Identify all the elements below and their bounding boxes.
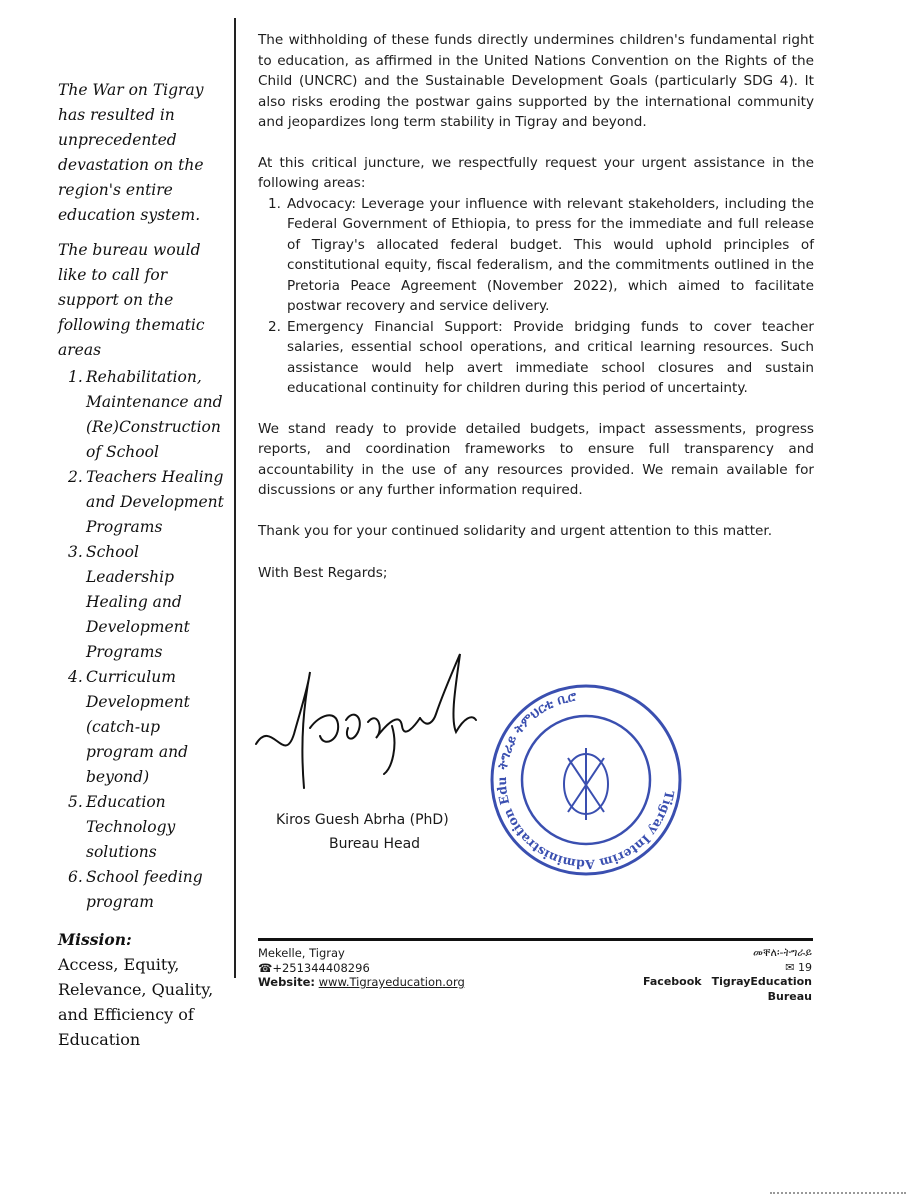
footer-divider [258,938,813,941]
list-item: 4. Curriculum Development (catch-up program and beyond) [68,668,190,786]
letter-paragraph: The withholding of these funds directly undermines children's fundamental right to education, as affirmed in the United Nations Convention on the Rights of the Child (UNCRC) and the Sustainable Development Goals (particularly SDG 4). It also risks eroding the postwar gains supported by the international community and jeopardizes long term stability in Tigray and beyond. [258,32,814,130]
website-label: Website: [258,975,315,989]
letter-paragraph: Thank you for your continued solidarity and urgent attention to this matter. [258,522,773,539]
footer-city: Mekelle, Tigray [258,946,345,960]
footer-phone: ☎+251344408296 [258,960,370,975]
footer-amharic-city: መቐለ፡-ትግራይ [753,946,812,959]
letter-closing: With Best Regards; [258,565,388,581]
list-item: 5. Education Technology solutions [68,793,176,861]
mission-title: Mission: [58,930,132,949]
requests-list [258,194,814,399]
letter-paragraph: At this critical juncture, we respectfully request your urgent assistance in the following areas: [258,154,814,191]
signature-image [250,648,480,798]
mission-block [58,927,226,1052]
list-item: 1. Rehabilitation, Maintenance and (Re)Construction of School [68,368,223,461]
footer-social [600,975,812,1004]
official-stamp [486,680,686,884]
svg-text:Tigray Interim Administration: Tigray Interim Administration Edu [493,776,678,873]
footer-contact [258,946,465,990]
signer-name: Kiros Guesh Abrha (PhD) [276,812,449,828]
thematic-areas-list [58,365,226,915]
stamp-seal-icon [486,680,686,880]
footer-contact-right [600,946,812,1004]
list-item: 2. Teachers Healing and Development Programs [68,468,224,536]
sidebar-call: The bureau would like to call for support on the following thematic areas [58,241,205,359]
list-item: 2. Emergency Financial Support: Provide bridging funds to cover teacher salaries, essential school operations, and critical learning resources. Such assistance would help avert immediate school closures and sustain educational continuity for children during this period of uncertainty. [268,318,814,396]
website-link[interactable]: www.Tigrayeducation.org [318,975,465,989]
facebook-page-link[interactable]: TigrayEducation Bureau [711,975,812,1003]
signer-title: Bureau Head [329,836,421,852]
page-edge-dots [770,1192,906,1194]
sidebar [58,78,226,1052]
list-item: 3. School Leadership Healing and Development Programs [68,543,190,661]
footer-pobox: ✉ 19 [785,960,812,974]
svg-text:ትግራይ ትምህርቲ ቢሮ: ትግራይ ትምህርቲ ቢሮ [495,689,578,771]
mission-text: Access, Equity, Relevance, Quality, and Efficiency of Education [58,955,214,1049]
facebook-label: Facebook [643,975,702,988]
sidebar-intro: The War on Tigray has resulted in unprecedented devastation on the region's entire education system. [58,81,204,224]
list-item: 1. Advocacy: Leverage your influence with relevant stakeholders, including the Federal Government of Ethiopia, to press for the immediate and full release of Tigray's allocated federal budget. This would uphold principles of constitutional equity, fiscal federalism, and the commitments outlined in the Pretoria Peace Agreement (November 2022), which aimed to facilitate postwar recovery and service delivery. [268,195,814,314]
letter-paragraph: We stand ready to provide detailed budgets, impact assessments, progress reports, and coordination frameworks to ensure full transparency and accountability in the use of any resources provided. We remain available for discussions or any further information required. [258,420,814,498]
letter-body [258,30,814,604]
list-item: 6. School feeding program [68,868,203,911]
sidebar-divider [234,18,236,978]
